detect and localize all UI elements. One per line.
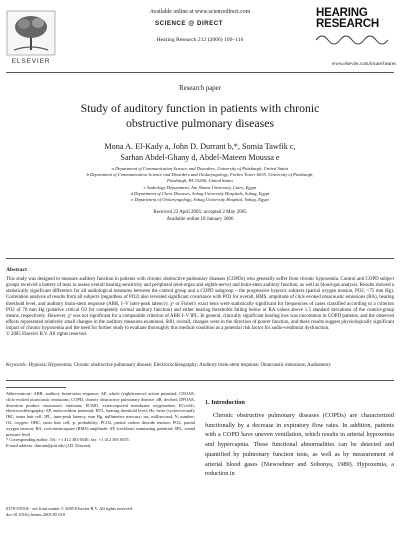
article-title — [40, 101, 360, 131]
abstract-bottom-rule — [6, 380, 394, 381]
header-rule — [6, 72, 394, 73]
article-type: Research paper — [179, 85, 221, 92]
journal-url-link[interactable]: www.elsevier.com/locate/heares — [331, 62, 396, 67]
authors-line-1[interactable]: Mona A. El-Kady a, John D. Durrant b,*, Somia Tawfik c, — [104, 142, 296, 151]
available-online-text: Available online at www.sciencedirect.com — [149, 9, 251, 15]
footnotes — [6, 387, 195, 449]
affiliation-e: e Department of Otolaryngology, Sohag University Hospital, Sohag, Egypt — [131, 197, 269, 203]
abstract-heading: Abstract — [6, 267, 27, 273]
keywords — [6, 363, 394, 369]
article-dates — [60, 210, 340, 223]
abstract-text: This study was designed to measure auditory function in patients with chronic obstructive pulmonary diseases (COPDs) who generally suffer from chronic hypoxemia. Control and COPD subject groups received a battery of tests to assess overall hearing sensitivity and peripheral (end-organ and eighth-nerve) and brain-stem auditory function, as well as blood-gas analysis. Results showed a statistically significant difference for all audiological measures between the control group and a COPD subgroup – the progressive hypoxic subjects (partial oxygen tension, PO2, <75 mm Hg). Correlation analysis of results from all subjects (regardless of PO2) also revealed significant covariance with PO2 for overall, RMS, amplitude of click-evoked otoacoustic emissions (RA), hearing threshold level, and auditory brain-stem response (ABR, I–V inter-peak latency). χ² or Fisher's exact tests were statistically significant for frequencies of cases classified according to a criterion PO2 of 70 mm Hg (putative critical O2 for completely normal auditory function) and either hearing thresholds falling below or RA values above 1.5 standard deviations of the control-group means, respectively. However, χ² was not significant for a comparable criterion of ABR I–V IPL. In general, clinically significant hearing loss was uncommon in COPD patients, and the observed effects represented relatively small changes in the auditory measures examined. Still, overall, changes were in the direction of poorer function, and these results suggest physiologically significant impact of chronic hypoxemia and the need for further study to evaluate thoroughly this medical condition as a potential risk factor for audio-vestibular dysfunction. — [6, 277, 394, 332]
received-date: Received 23 April 2005; accepted 2 May 2005 — [153, 210, 247, 215]
email-address[interactable]: E-mail address: durrant@pitt.edu (J.D. Durrant). — [6, 443, 92, 449]
affiliation-b: b Department of Communication Science and Disorders and Otolaryngology, Forbes Tower 6035, University of Pittsburgh, — [86, 172, 314, 178]
title-line-1: Study of auditory function in patients with chronic — [80, 101, 320, 115]
corresponding-author: * Corresponding author. Tel.: +1 412 383 6546; fax: +1 412 383 6555. — [6, 437, 130, 443]
abstract-body — [6, 277, 394, 339]
abbreviations-text: ABR, auditory brain-stem response; AP, whole (eighth-nerve) action potential; CEOAE, click-evoked otoacoustic emissions; COPD, chronic obstructive pulmonary disease; dB, decibel; DPOAE, distortion product otoacoustic emission; ECMO, extracorporeal membrane oxygenation; ECochG, electrocochleography; EP, endocochlear potential; HTL, hearing threshold level; Hz, hertz (cycles/second); IHC, inner hair cell; IPL, inter-peak latency; mm Hg, millimeters mercury; ms, millisecond; N, number; O2, oxygen; OHC, outer hair cell; p, probability; PCO2, partial carbon dioxide tension; PO2, partial oxygen tension; RA, root-mean-square (RMS) amplitude; SP, (cochlear) summating potential; SPL, sound pressure level — [6, 391, 195, 437]
affiliation-d: d Department of Chest Diseases, Sohag University Hospitals, Sohag, Egypt — [130, 190, 270, 196]
copyright-notice: © 2005 Elsevier B.V. All rights reserved. — [6, 332, 88, 338]
affiliations — [40, 166, 360, 203]
issn-line: 0378-5955/$ - see front matter © 2005 Elsevier B.V. All rights reserved. — [6, 506, 133, 511]
author-list — [30, 141, 370, 163]
sciencedirect-logo-text: SCIENCE @ DIRECT — [155, 20, 224, 27]
doi-link[interactable]: doi:10.1016/j.heares.2005.05.018 — [6, 511, 65, 517]
journal-citation: Hearing Research 212 (2006) 109–116 — [156, 37, 244, 43]
affiliation-b-cont: Pittsburgh, PA 15260, United States — [166, 178, 233, 184]
introduction-heading: 1. Introduction — [205, 399, 245, 406]
abstract-top-rule — [6, 258, 394, 259]
elsevier-tree-logo-icon — [6, 10, 56, 56]
affiliation-c: c Audiology Department, Ain Shams University, Cairo, Egypt — [143, 184, 257, 190]
title-line-2: obstructive pulmonary diseases — [125, 116, 275, 130]
introduction-body: Chronic obstructive pulmonary diseases (COPDs) are characterized functionally by a decrease in expiratory flow rates. In addition, patients with a COPD have uneven ventilation, which results in arterial hypoxemia and hypercapnia. These functional abnormalities can be detected and quantified by pulmonary function tests, as well as by measurement of arterial blood gases (Niewoehner and Sobonya, 1989). Hypoxemia, a reduction in — [205, 412, 394, 478]
page-footer — [6, 506, 195, 518]
journal-logo-line1: HEARING — [316, 7, 368, 19]
abbreviations-label: Abbreviations: — [6, 391, 32, 396]
authors-line-2[interactable]: Sarhan Abdel-Ghany d, Abdel-Mateen Moussa e — [120, 153, 280, 162]
keywords-label: Keywords: — [6, 363, 28, 368]
affiliation-a: a Department of Communication Science and Disorders, University of Pittsburgh, United States — [111, 166, 289, 171]
elsevier-wordmark: ELSEVIER — [11, 58, 51, 65]
hearing-research-logo[interactable] — [316, 8, 392, 54]
available-online-date: Available online 18 January 2006 — [166, 216, 234, 222]
footnote-rule — [6, 387, 66, 388]
keywords-text: Hypoxia; Hypoxemia; Chronic obstructive pulmonary disease; Electrocochleography; Auditory brain-stem response; Otoacoustic emissions; Audiometry — [28, 363, 331, 368]
sciencedirect-logo[interactable] — [155, 17, 245, 31]
journal-logo-line2: RESEARCH — [316, 18, 379, 30]
waveform-icon — [316, 30, 392, 50]
